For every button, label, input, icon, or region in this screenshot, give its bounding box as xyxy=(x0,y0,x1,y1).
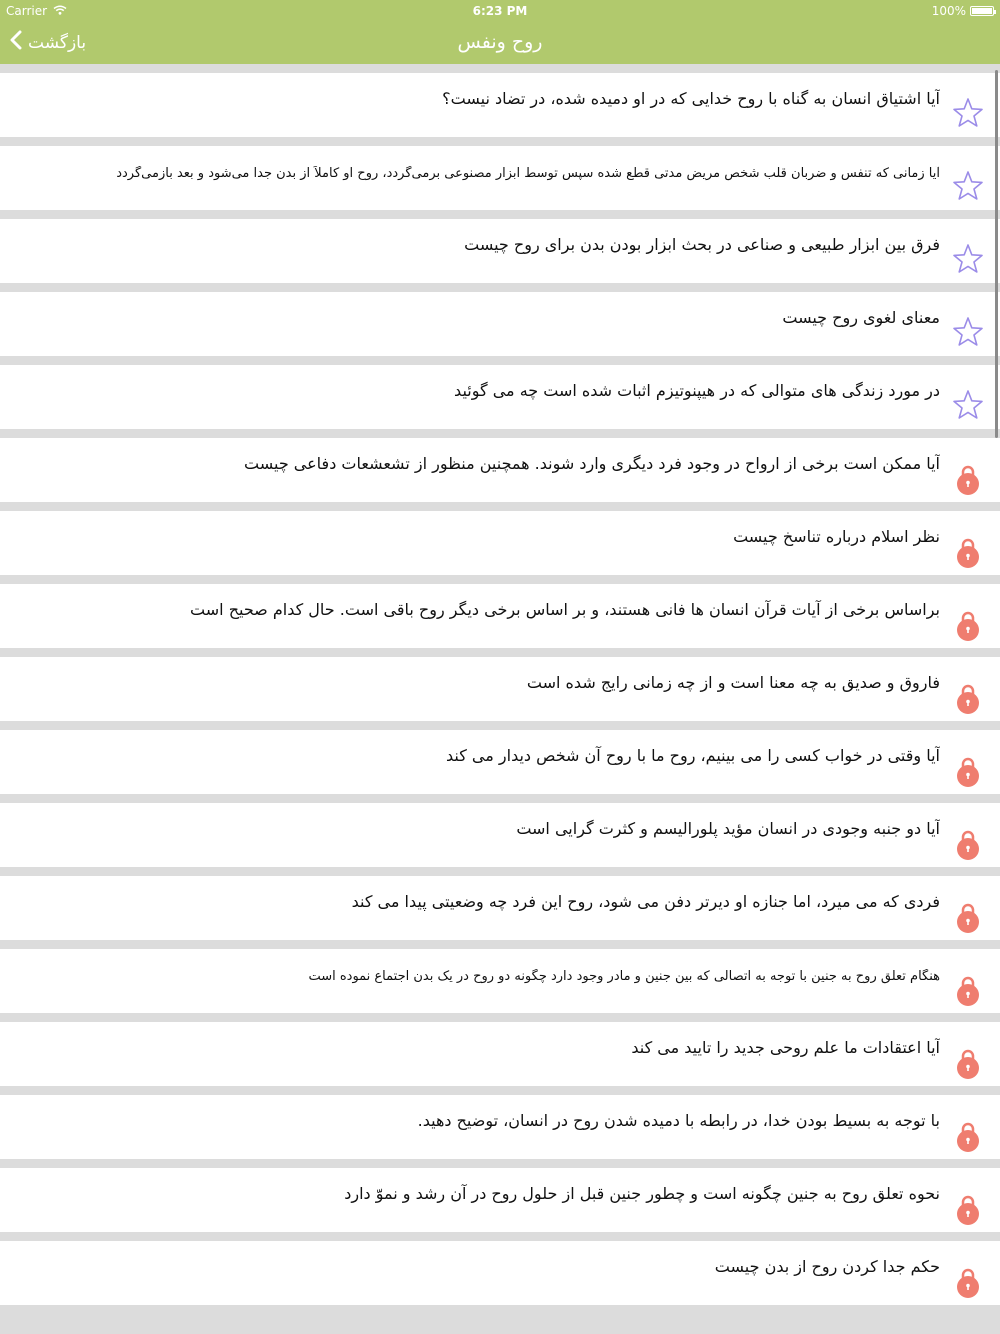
list-item[interactable] xyxy=(0,1022,1000,1086)
list-item[interactable] xyxy=(0,876,1000,940)
list-item-text: آیا اشتیاق انسان به گناه با روح خدایی که در او دمیده شده، در تضاد نیست؟ xyxy=(442,89,940,108)
question-list xyxy=(0,64,1000,1305)
lock-icon xyxy=(952,1046,984,1080)
battery-percent: 100% xyxy=(931,4,966,18)
list-item[interactable] xyxy=(0,73,1000,137)
list-item-text: فردی که می میرد، اما جنازه او دیرتر دفن می شود، روح این فرد چه وضعیتی پیدا می کند xyxy=(351,892,940,911)
list-item[interactable] xyxy=(0,365,1000,429)
list-item[interactable] xyxy=(0,511,1000,575)
list-item[interactable] xyxy=(0,1168,1000,1232)
star-icon[interactable] xyxy=(952,170,984,204)
page-title: روح ونفس xyxy=(457,31,543,53)
star-icon[interactable] xyxy=(952,97,984,131)
status-time: 6:23 PM xyxy=(472,4,528,18)
list-item-text: آیا اعتقادات ما علم روحی جدید را تایید می کند xyxy=(631,1038,940,1057)
list-item-text: هنگام تعلق روح به جنین با توجه به اتصالی که بین جنین و مادر وجود دارد چگونه دو روح در یک بدن اجتماع نموده است xyxy=(308,969,940,984)
star-icon[interactable] xyxy=(952,316,984,350)
list-item-text: براساس برخی از آیات قرآن انسان ها فانی هستند، و بر اساس برخی دیگر روح باقی است. حال کدام صحیح است xyxy=(190,600,940,619)
list-item-text: آیا زمانی که تنفس و ضربان قلب شخص مریض مدتی قطع شده سپس توسط ابزار مصنوعی برمی‌گردد، روح او کاملاً از بدن جدا می‌شود و بعد بازمی‌گردد xyxy=(116,166,940,181)
list-item[interactable] xyxy=(0,657,1000,721)
lock-icon xyxy=(952,900,984,934)
lock-icon xyxy=(952,754,984,788)
lock-icon xyxy=(952,973,984,1007)
list-item[interactable] xyxy=(0,438,1000,502)
lock-icon xyxy=(952,608,984,642)
lock-icon xyxy=(952,1192,984,1226)
lock-icon xyxy=(952,1119,984,1153)
list-item[interactable] xyxy=(0,949,1000,1013)
list-item-text: فرق بین ابزار طبیعی و صناعی در بحث ابزار بودن بدن برای روح چیست xyxy=(464,235,940,254)
list-item[interactable] xyxy=(0,584,1000,648)
list-item-text: در مورد زندگی های متوالی که در هیپنوتیزم اثبات شده است چه می گوئید xyxy=(454,381,940,400)
list-item[interactable] xyxy=(0,292,1000,356)
list-item-text: آیا دو جنبه وجودی در انسان مؤید پلوراليسم و کثرت گرایی است xyxy=(516,819,940,838)
list-item-text: فاروق و صدیق به چه معنا است و از چه زمانی رایج شده است xyxy=(526,673,940,692)
lock-icon xyxy=(952,827,984,861)
battery-icon xyxy=(970,6,994,16)
list-item-text: معنای لغوی روح چیست xyxy=(782,308,940,327)
lock-icon xyxy=(952,681,984,715)
navigation-bar xyxy=(0,0,1000,64)
list-item[interactable] xyxy=(0,1095,1000,1159)
star-icon[interactable] xyxy=(952,389,984,423)
list-item-text: آیا ممکن است برخی از ارواح در وجود فرد دیگری وارد شوند. همچنین منظور از تشعشعات دفاعی چیست xyxy=(244,454,940,473)
list-item-text: نحوه تعلق روح به جنین چگونه است و چطور جنین قبل از حلول روح در آن رشد و نموّ دارد xyxy=(344,1184,940,1203)
list-item[interactable] xyxy=(0,146,1000,210)
list-item[interactable] xyxy=(0,219,1000,283)
back-label: بازگشت xyxy=(28,32,87,53)
lock-icon xyxy=(952,462,984,496)
lock-icon xyxy=(952,535,984,569)
list-item[interactable] xyxy=(0,1241,1000,1305)
status-bar xyxy=(0,0,1000,22)
list-item[interactable] xyxy=(0,730,1000,794)
scrollbar[interactable] xyxy=(995,70,998,438)
list-item-text: با توجه به بسیط بودن خدا، در رابطه با دمیده شدن روح در انسان، توضیح دهید. xyxy=(417,1111,940,1130)
carrier-label: Carrier xyxy=(6,4,48,18)
list-item-text: آیا وقتی در خواب کسی را می بینیم، روح ما با روح آن شخص دیدار می کند xyxy=(445,746,940,765)
lock-icon xyxy=(952,1265,984,1299)
list-item[interactable] xyxy=(0,803,1000,867)
list-item-text: حکم جدا کردن روح از بدن چیست xyxy=(714,1257,940,1276)
list-item-text: نظر اسلام درباره تناسخ چیست xyxy=(733,527,940,546)
star-icon[interactable] xyxy=(952,243,984,277)
